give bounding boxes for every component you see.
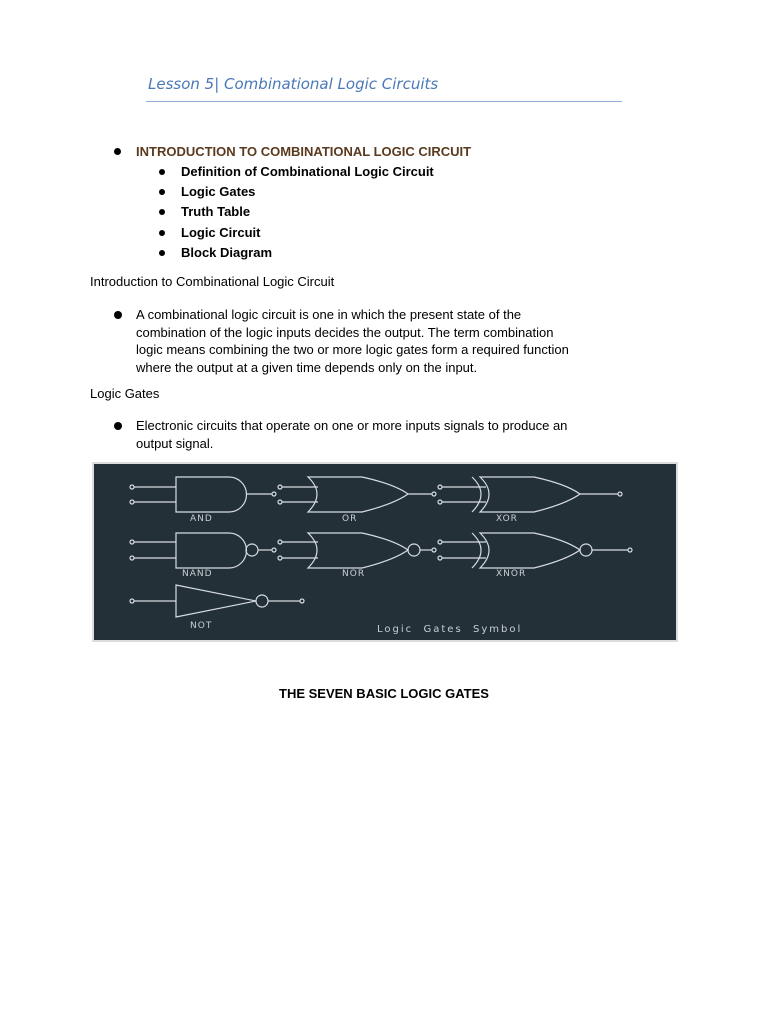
and-gate-symbol	[130, 477, 276, 512]
nor-gate-symbol	[278, 533, 436, 568]
outline-item-definition: Definition of Combinational Logic Circuit	[159, 162, 434, 182]
outline-main-item: INTRODUCTION TO COMBINATIONAL LOGIC CIRCUIT	[114, 143, 471, 161]
outline-item-logic-circuit: Logic Circuit	[159, 223, 434, 243]
lesson-title: Lesson 5| Combinational Logic Circuits	[148, 75, 439, 93]
figure-title: THE SEVEN BASIC LOGIC GATES	[279, 686, 489, 701]
gates-line: output signal.	[136, 435, 214, 451]
or-gate-symbol	[278, 477, 436, 512]
label-xnor: XNOR	[496, 569, 527, 579]
figure-caption: Logic Gates Symbol	[377, 624, 523, 635]
logic-gates-diagram	[94, 464, 676, 640]
intro-paragraph	[114, 306, 736, 376]
not-gate-symbol	[130, 585, 304, 617]
label-and: AND	[190, 514, 213, 524]
label-nand: NAND	[182, 569, 213, 579]
intro-heading: Introduction to Combinational Logic Circuit	[90, 274, 335, 289]
logic-gates-paragraph	[114, 417, 736, 452]
label-xor: XOR	[496, 514, 518, 524]
logic-gates-heading: Logic Gates	[90, 386, 160, 401]
logic-gates-figure	[92, 462, 678, 642]
intro-line: where the output at a given time depends only on the input.	[136, 359, 478, 375]
intro-line: combination of the logic inputs decides the output. The term combination	[136, 324, 554, 340]
nand-gate-symbol	[130, 533, 276, 568]
outline-item-block-diagram: Block Diagram	[159, 243, 434, 263]
label-not: NOT	[190, 621, 213, 631]
xor-gate-symbol	[438, 477, 622, 512]
xnor-gate-symbol	[438, 533, 632, 568]
intro-line: logic means combining the two or more logic gates form a required function	[136, 342, 569, 357]
label-nor: NOR	[342, 569, 366, 579]
title-underline	[146, 101, 622, 102]
outline-main-list	[114, 143, 471, 161]
label-or: OR	[342, 514, 358, 524]
outline-item-logic-gates: Logic Gates	[159, 182, 434, 202]
gates-line: Electronic circuits that operate on one or more inputs signals to produce an	[136, 418, 568, 433]
outline-sub-list	[159, 162, 434, 263]
outline-item-truth-table: Truth Table	[159, 202, 434, 222]
intro-line: A combinational logic circuit is one in which the present state of the	[136, 307, 522, 322]
